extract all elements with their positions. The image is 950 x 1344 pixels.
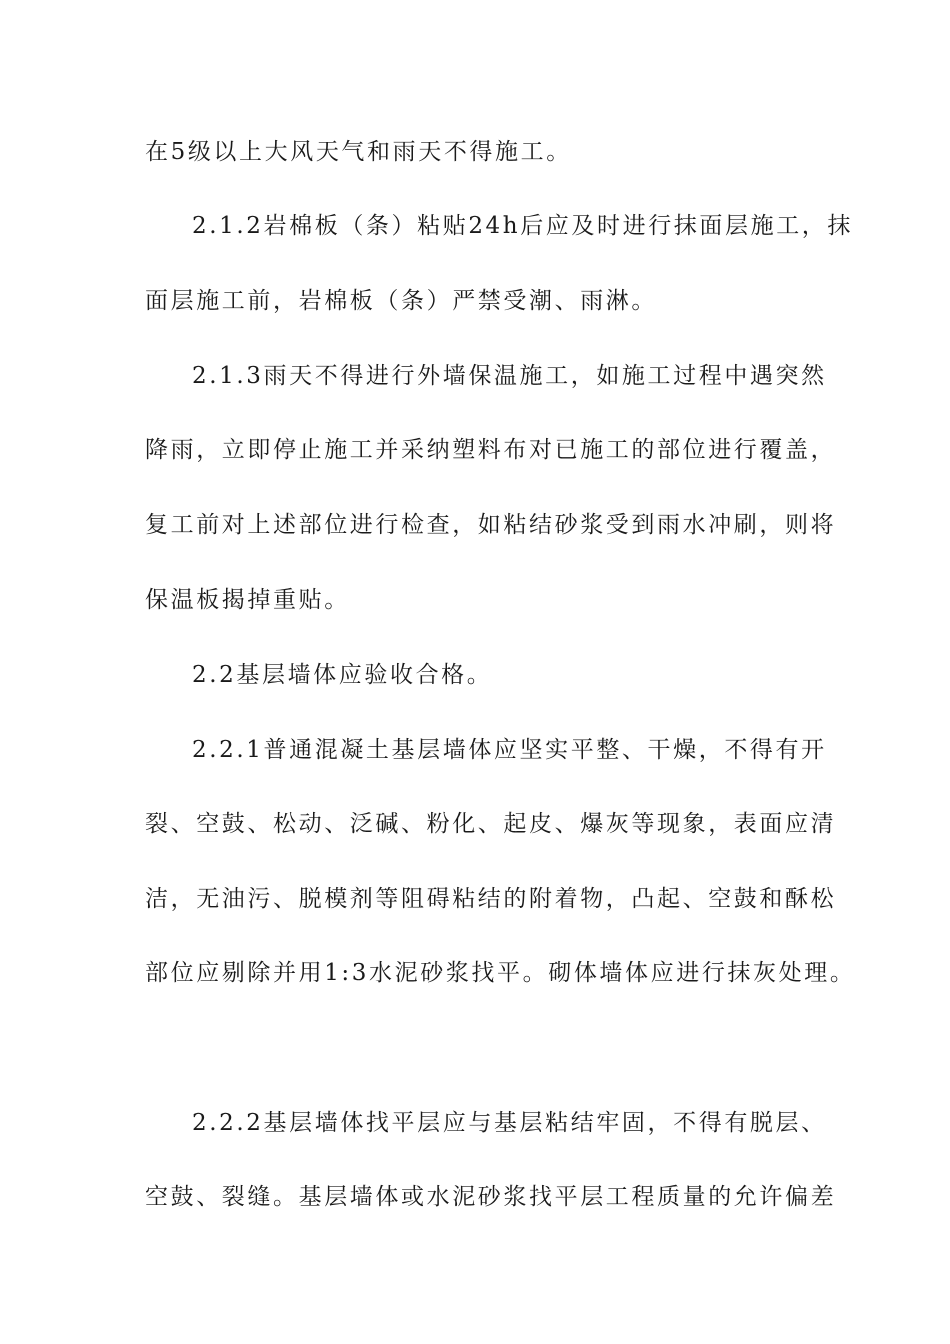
- text-line: 降雨，立即停止施工并采纳塑料布对已施工的部位进行覆盖，: [145, 437, 837, 463]
- text-line: 裂、空鼓、松动、泛碱、粉化、起皮、爆灰等现象，表面应清: [145, 811, 837, 837]
- text-line: 2.2.2基层墙体找平层应与基层粘结牢固，不得有脱层、: [192, 1110, 827, 1136]
- text-line: 2.1.2岩棉板（条）粘贴24h后应及时进行抹面层施工，抹: [192, 213, 854, 239]
- text-line: 2.1.3雨天不得进行外墙保温施工，如施工过程中遇突然: [192, 363, 827, 389]
- text-line: 洁，无油污、脱模剂等阻碍粘结的附着物，凸起、空鼓和酥松: [145, 886, 837, 912]
- text-line: 部位应剔除并用1:3水泥砂浆找平。砌体墙体应进行抹灰处理。: [145, 960, 856, 986]
- text-line: 复工前对上述部位进行检查，如粘结砂浆受到雨水冲刷，则将: [145, 512, 837, 538]
- text-line: 空鼓、裂缝。基层墙体或水泥砂浆找平层工程质量的允许偏差: [145, 1184, 837, 1210]
- text-line: 面层施工前，岩棉板（条）严禁受潮、雨淋。: [145, 288, 657, 314]
- text-line: 2.2.1普通混凝土基层墙体应坚实平整、干燥，不得有开: [192, 737, 827, 763]
- text-line: 保温板揭掉重贴。: [145, 587, 350, 613]
- text-line: 在5级以上大风天气和雨天不得施工。: [145, 139, 572, 165]
- text-line: 2.2基层墙体应验收合格。: [192, 662, 493, 688]
